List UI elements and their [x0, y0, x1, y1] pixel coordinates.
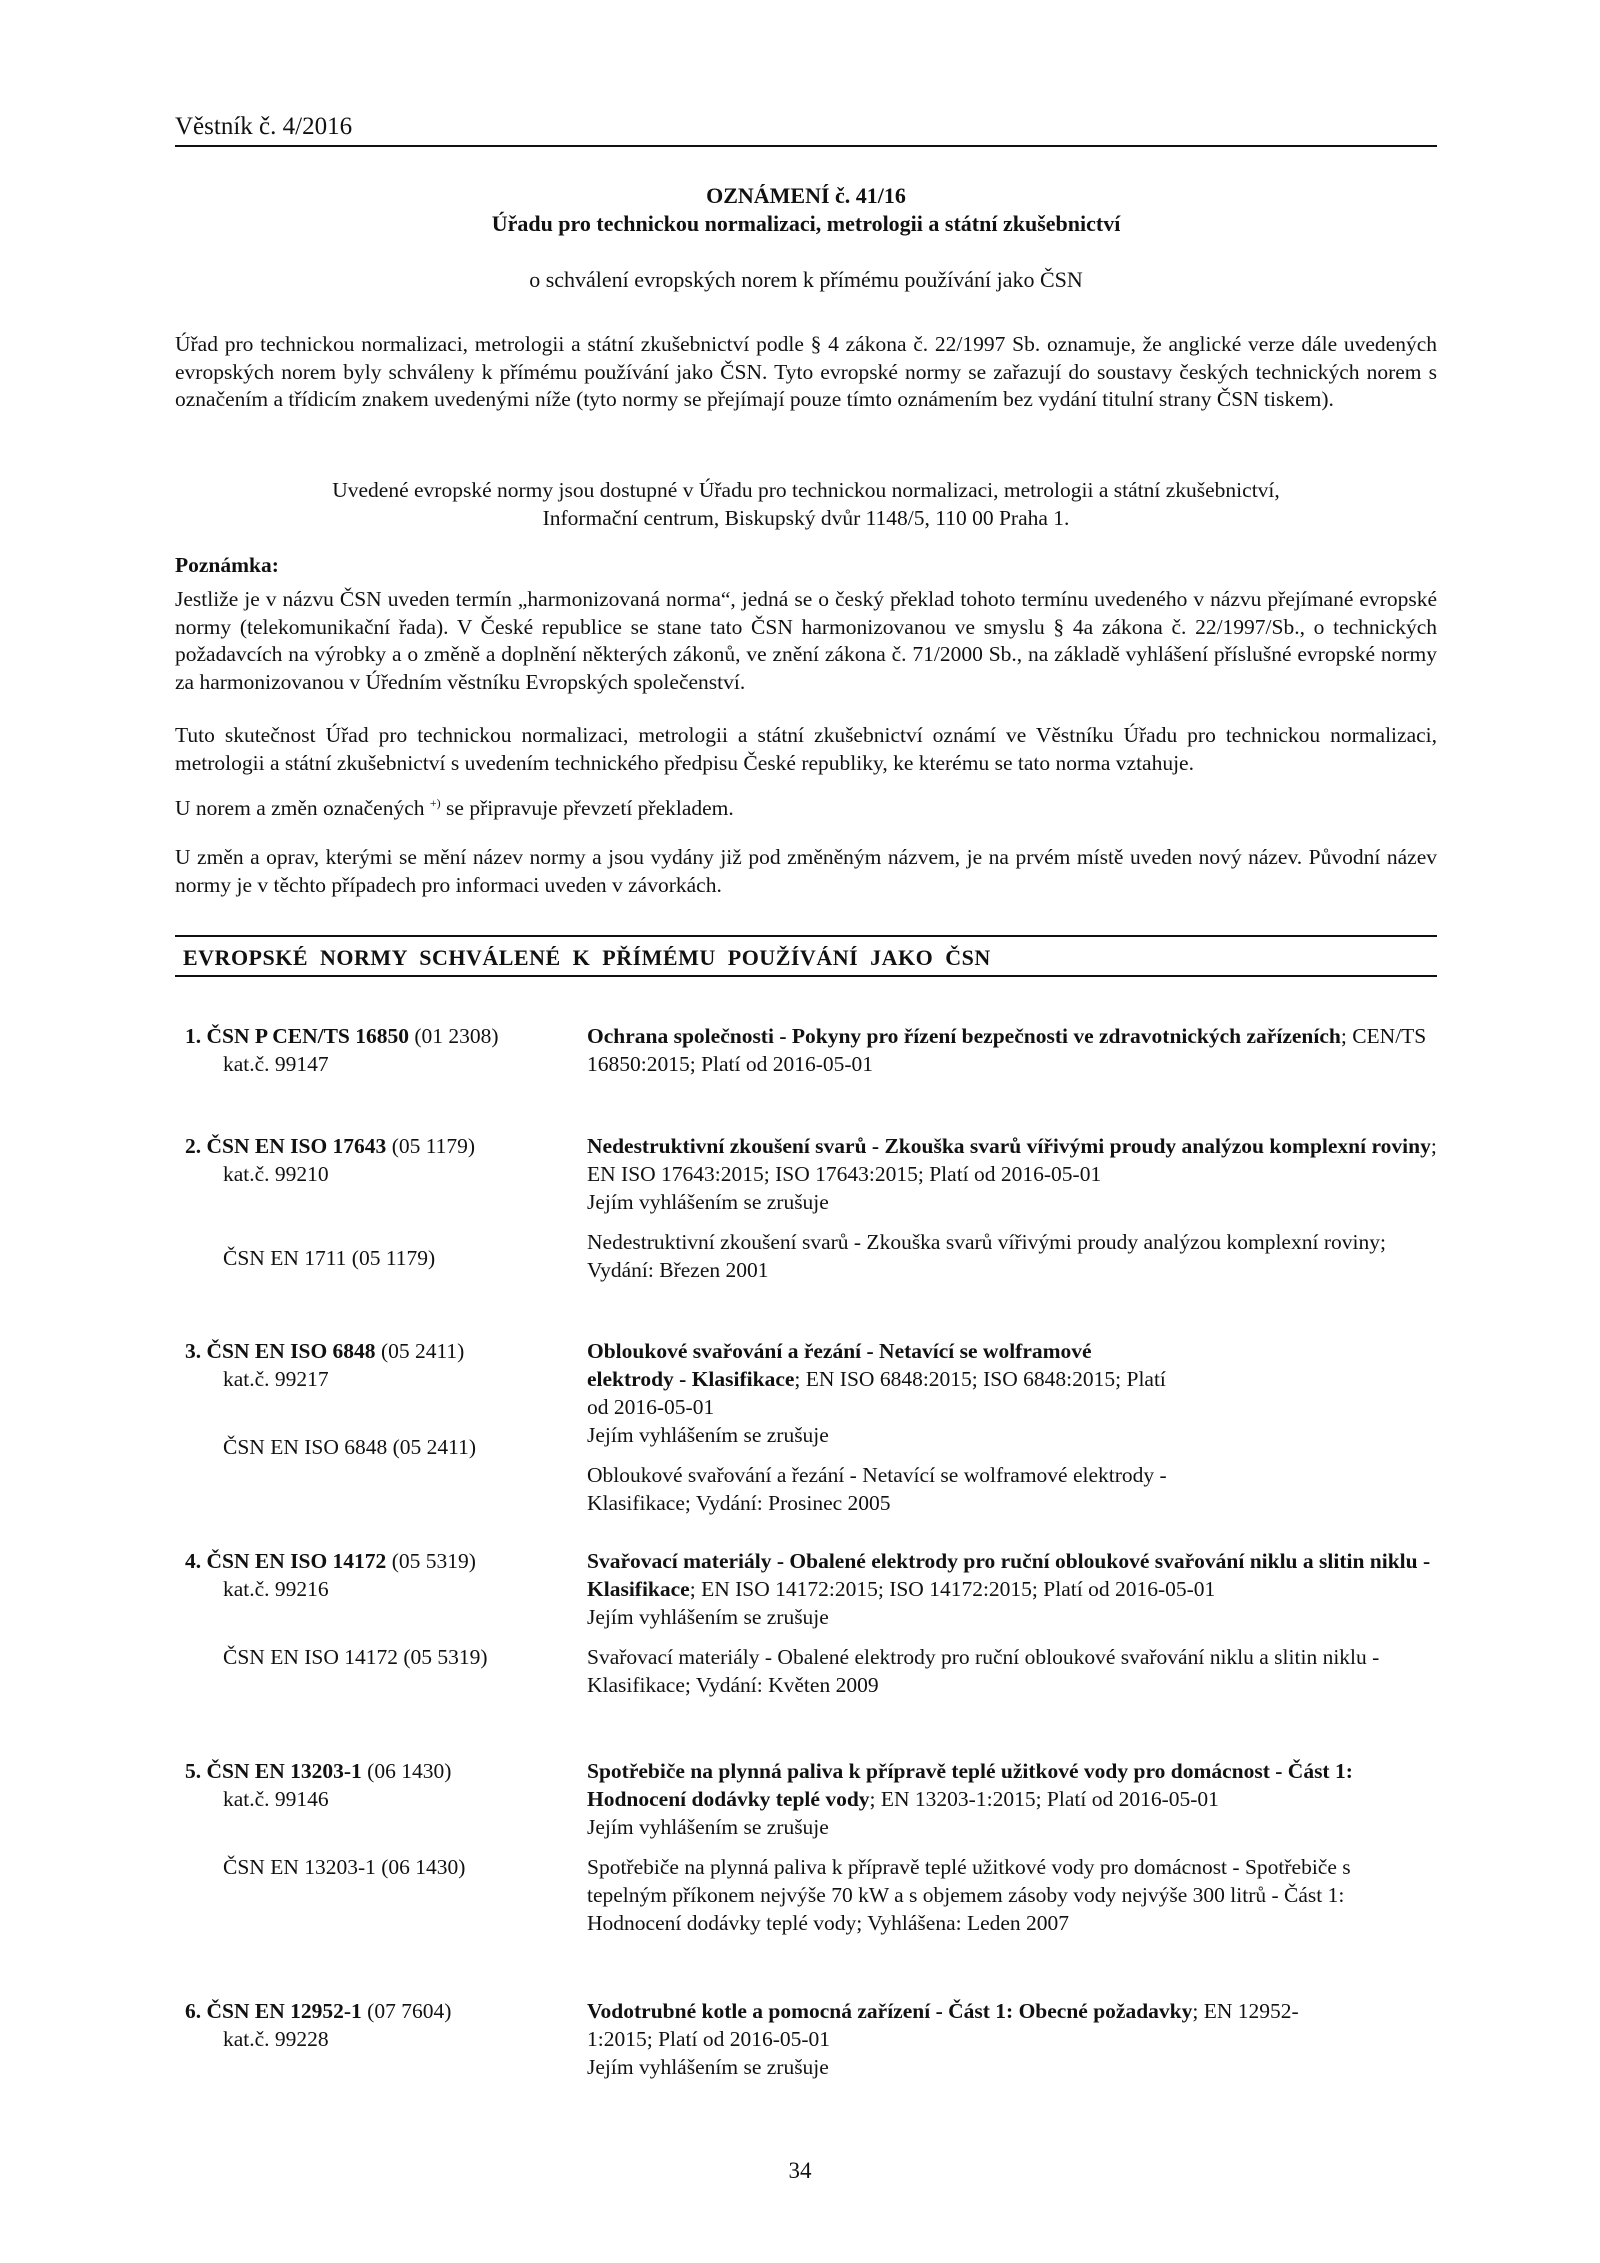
- entry-details: ; EN ISO 14172:2015; ISO 14172:2015; Platí od 2016-05-01: [689, 1577, 1216, 1601]
- entry-cancels: Jejím vyhlášením se zrušuje: [587, 1423, 829, 1447]
- note-paragraph-3: [175, 790, 1437, 823]
- announcement-issuer: Úřadu pro technickou normalizaci, metrologii a státní zkušebnictví: [491, 211, 1121, 236]
- entry-title: Spotřebiče na plynná paliva k přípravě teplé užitkové vody pro domácnost - Část 1: Hodnocení dodávky teplé vody: [587, 1759, 1353, 1811]
- replaced-text: Spotřebiče na plynná paliva k přípravě teplé užitkové vody pro domácnost - Spotřebiče s tepelným příkonem nejvýše 70 kW a s objemem zásoby vody nejvýše 300 litrů - Část 1: Hodnocení dodávky teplé vody; Vyhlášena: Leden 2007: [587, 1855, 1351, 1935]
- entry-number: 2.: [185, 1134, 202, 1158]
- replaced-designation: ČSN EN 1711 (05 1179): [223, 1246, 436, 1270]
- entry-title: Obloukové svařování a řezání - Netavící se wolframové elektrody - Klasifikace: [587, 1339, 1092, 1391]
- note-label: Poznámka:: [175, 553, 279, 577]
- replaced-designation: ČSN EN 13203-1 (06 1430): [223, 1855, 466, 1879]
- section-title: EVROPSKÉ NORMY SCHVÁLENÉ K PŘÍMÉMU POUŽÍVÁNÍ JAKO ČSN: [183, 945, 991, 970]
- journal-header: Věstník č. 4/2016: [175, 113, 353, 140]
- entry-right: [587, 1757, 1447, 1937]
- announcement-subject: o schválení evropských norem k přímému používání jako ČSN: [529, 267, 1083, 292]
- entry-catalog: kat.č. 99216: [223, 1577, 329, 1601]
- entry-right: [587, 1547, 1447, 1699]
- note-p3-after: se připravuje převzetí překladem.: [446, 796, 734, 820]
- note-paragraph-4: U změn a oprav, kterými se mění název normy a jsou vydány již pod změněným názvem, je na prvém místě uveden nový název. Původní název normy je v těchto případech pro informaci uveden v závorkách.: [175, 845, 1437, 897]
- entry-right: [587, 1022, 1447, 1078]
- entry-class: (05 2411): [380, 1339, 465, 1363]
- entry-number: 1.: [185, 1024, 202, 1048]
- entry-right: [587, 1132, 1447, 1284]
- note-p3-before: U norem a změn označených: [175, 796, 425, 820]
- note-paragraph-1: Jestliže je v názvu ČSN uveden termín „harmonizovaná norma“, jedná se o český překlad tohoto termínu uvedeného v názvu přejímané evropské normy (telekomunikační řada). V České republice se stane tato ČSN harmonizovanou ve smyslu § 4a zákona č. 22/1997/Sb., o technických požadavcích na výrobky a o změně a doplnění některých zákonů, ve znění zákona č. 71/2000 Sb., na základě vyhlášení příslušné evropské normy za harmonizovanou v Úředním věstníku Evropských společenství.: [175, 587, 1437, 694]
- section-rule-bottom: [175, 975, 1437, 977]
- entry-catalog: kat.č. 99210: [223, 1162, 329, 1186]
- availability-note: [175, 477, 1437, 532]
- entry-left: [185, 1132, 575, 1272]
- entry-number: 5.: [185, 1759, 202, 1783]
- entry-right: [587, 1997, 1447, 2081]
- entry-catalog: kat.č. 99228: [223, 2027, 329, 2051]
- entry-left: [185, 1997, 575, 2053]
- entry-designation: ČSN EN ISO 14172: [206, 1549, 387, 1573]
- entry-designation: ČSN EN ISO 17643: [206, 1134, 387, 1158]
- entry-number: 3.: [185, 1339, 202, 1363]
- replaced-text: Obloukové svařování a řezání - Netavící se wolframové elektrody - Klasifikace; Vydání: Prosinec 2005: [587, 1463, 1167, 1515]
- entry-class: (05 1179): [391, 1134, 476, 1158]
- entry-details: ; CEN/TS 16850:2015; Platí od 2016-05-01: [587, 1024, 1427, 1076]
- entry-left: [185, 1547, 575, 1671]
- replaced-designation: ČSN EN ISO 6848 (05 2411): [223, 1435, 477, 1459]
- entry-designation: ČSN EN 13203-1: [206, 1759, 362, 1783]
- entry-number: 4.: [185, 1549, 202, 1573]
- intro-paragraph: Úřad pro technickou normalizaci, metrologii a státní zkušebnictví podle § 4 zákona č. 22/1997 Sb. oznamuje, že anglické verze dále uvedených evropských norem byly schváleny k přímému používání jako ČSN. Tyto evropské normy se zařazují do soustavy českých technických norem s označením a třídicím znakem uvedenými níže (tyto normy se přejímají pouze tímto oznámením bez vydání titulní strany ČSN tiskem).: [175, 332, 1437, 411]
- entry-number: 6.: [185, 1999, 202, 2023]
- entry-title: Ochrana společnosti - Pokyny pro řízení bezpečnosti ve zdravotnických zařízeních: [587, 1024, 1341, 1048]
- entry-class: (07 7604): [367, 1999, 452, 2023]
- entry-details: ; EN ISO 17643:2015; ISO 17643:2015; Platí od 2016-05-01: [587, 1134, 1437, 1186]
- entry-cancels: Jejím vyhlášením se zrušuje: [587, 1815, 829, 1839]
- entry-catalog: kat.č. 99146: [223, 1787, 329, 1811]
- entry-details: ; EN 13203-1:2015; Platí od 2016-05-01: [869, 1787, 1219, 1811]
- entry-left: [185, 1757, 575, 1881]
- entry-catalog: kat.č. 99147: [223, 1052, 329, 1076]
- entry-title: Vodotrubné kotle a pomocná zařízení - Část 1: Obecné požadavky: [587, 1999, 1193, 2023]
- entry-left: [185, 1022, 575, 1078]
- entry-class: (05 5319): [391, 1549, 476, 1573]
- entry-details: ; EN ISO 6848:2015; ISO 6848:2015; Platí od 2016-05-01: [587, 1367, 1166, 1419]
- entry-details: ; EN 12952-1:2015; Platí od 2016-05-01: [587, 1999, 1299, 2051]
- entry-designation: ČSN EN 12952-1: [206, 1999, 362, 2023]
- entry-class: (01 2308): [414, 1024, 499, 1048]
- availability-line-1: Uvedené evropské normy jsou dostupné v Úřadu pro technickou normalizaci, metrologii a státní zkušebnictví,: [332, 478, 1280, 502]
- section-rule-top: [175, 935, 1437, 937]
- entry-cancels: Jejím vyhlášením se zrušuje: [587, 1190, 829, 1214]
- replaced-text: Svařovací materiály - Obalené elektrody pro ruční obloukové svařování niklu a slitin niklu - Klasifikace; Vydání: Květen 2009: [587, 1645, 1380, 1697]
- entry-designation: ČSN EN ISO 6848: [206, 1339, 376, 1363]
- entry-title: Nedestruktivní zkoušení svarů - Zkouška svarů vířivými proudy analýzou komplexní roviny: [587, 1134, 1431, 1158]
- entry-right: [587, 1337, 1447, 1517]
- announcement-title: OZNÁMENÍ č. 41/16: [706, 183, 906, 208]
- entry-designation: ČSN P CEN/TS 16850: [206, 1024, 409, 1048]
- replaced-designation: ČSN EN ISO 14172 (05 5319): [223, 1645, 488, 1669]
- note-paragraph-2: Tuto skutečnost Úřad pro technickou normalizaci, metrologii a státní zkušebnictví oznámí ve Věstníku Úřadu pro technickou normalizaci, metrologii a státní zkušebnictví s uvedením technického předpisu České republiky, ke kterému se tato norma vztahuje.: [175, 723, 1437, 775]
- header-rule: [175, 145, 1437, 147]
- entry-cancels: Jejím vyhlášením se zrušuje: [587, 1605, 829, 1629]
- entry-left: [185, 1337, 575, 1461]
- availability-line-2: Informační centrum, Biskupský dvůr 1148/5, 110 00 Praha 1.: [542, 505, 1070, 530]
- entry-class: (06 1430): [367, 1759, 452, 1783]
- page-number: 34: [788, 2158, 812, 2183]
- translation-mark: +): [429, 796, 441, 810]
- entry-cancels: Jejím vyhlášením se zrušuje: [587, 2055, 829, 2079]
- replaced-text: Nedestruktivní zkoušení svarů - Zkouška svarů vířivými proudy analýzou komplexní roviny; Vydání: Březen 2001: [587, 1230, 1386, 1282]
- entry-title: Svařovací materiály - Obalené elektrody pro ruční obloukové svařování niklu a slitin niklu - Klasifikace: [587, 1549, 1431, 1601]
- entry-catalog: kat.č. 99217: [223, 1367, 329, 1391]
